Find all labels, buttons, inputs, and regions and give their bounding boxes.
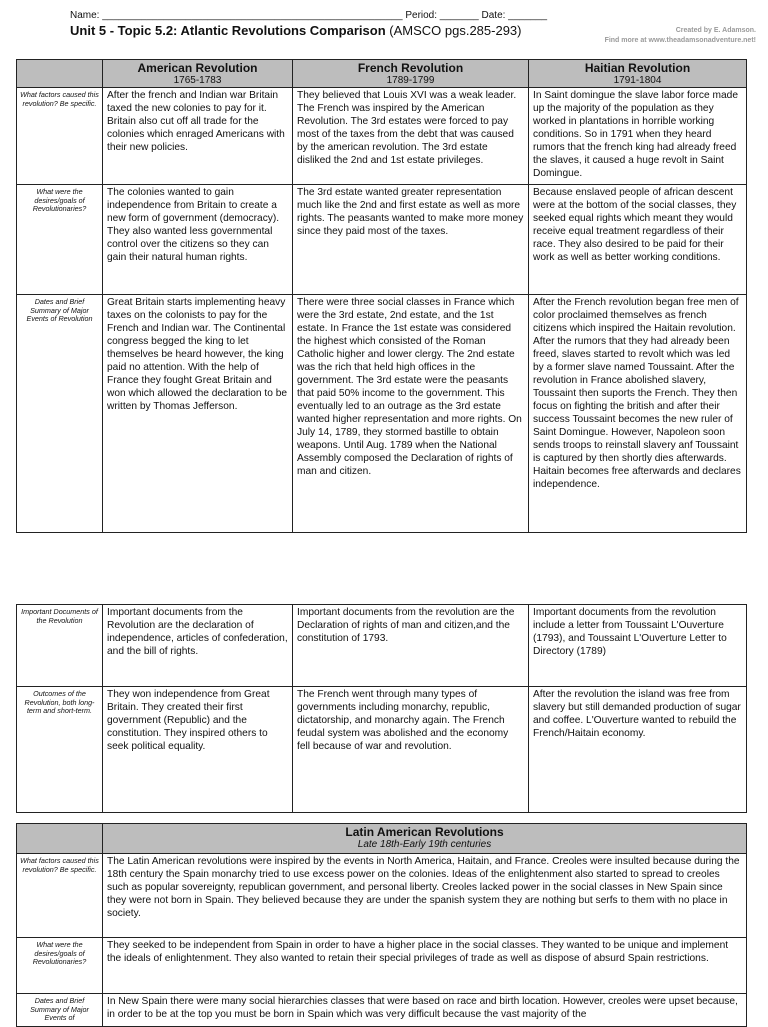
table-cell: In Saint domingue the slave labor force made up the majority of the population as they worked in plantations in horrible working conditions. So in 1791 when they heard rumors that the french king had already freed the slaves, it caused a huge revolt in Saint Domingue. xyxy=(529,88,747,185)
table-cell: They won independence from Great Britain. They created their first government (Republic) and the constitution. They inspired others to seek political equality. xyxy=(103,687,293,813)
credit-line-2: Find more at www.theadamsonadventure.net! xyxy=(604,37,756,44)
column-name: Latin American Revolutions xyxy=(345,825,504,839)
column-dates: 1791-1804 xyxy=(613,75,662,86)
reference-text: (AMSCO pgs.285-293) xyxy=(389,23,522,38)
row-label: Important Documents of the Revolution xyxy=(17,605,103,687)
table-cell: They seeked to be independent from Spain in order to have a higher place in the social classes. They wanted to be unique and implement the ideals of enlightenment. They also wanted to retain their special privileges of trade as well as dispose of absurd Spain restrictions. xyxy=(103,938,747,994)
row-label: What factors caused this revolution? Be specific. xyxy=(17,854,103,938)
column-dates: 1789-1799 xyxy=(386,75,435,86)
table-cell: They believed that Louis XVI was a weak leader. The French was inspired by the American Revolution. The 3rd estates were forced to pay most of the taxes from the debt that was caused by the american revolution. The 3rd estate disliked the 2nd and 1st estate privileges. xyxy=(293,88,529,185)
table-cell: Great Britain starts implementing heavy taxes on the colonists to pay for the French and Indian war. The Continental congress begged the king to let themselves be heard however, the king paid no attention. With the help of France they fought Great Britain and won which allowed the declaration to be written by Thomas Jefferson. xyxy=(103,295,293,533)
row-label-text: Dates and Brief Summary of Major Events of xyxy=(30,997,89,1022)
table-cell: There were three social classes in France which were the 3rd estate, 2nd estate, and the 1st estate. In France the 1st estate was considered the highest which consisted of the Roman Catholic higher and lower clergy. The 2nd estate was the rich that held high offices in the government. The 3rd estate were the peasants that paid 50% income to the government. This eventually led to an outrage as the 3rd estate wanted higher representation and more rights. On July 14, 1789, they stormed bastille to obtain weapons. Until Aug. 1789 when the National Assembly composed the Declaration of rights of man and citizen. xyxy=(293,295,529,533)
table-cell: After the french and Indian war Britain taxed the new colonies to pay for it. Britain also cut off all trade for the colonies which enraged Americans with their new policies. xyxy=(103,88,293,185)
credit-line-1: Created by E. Adamson. xyxy=(675,27,756,34)
table-cell: The Latin American revolutions were inspired by the events in North America, Haitain, and France. Creoles were insulted because during the 18th century the Spain monarchy tried to use excess power on the colonies. Ideas of the enlightenment also started to spread to creoles such as popular sovereignty, republican government, and personal liberty. Creoles lacked power in the social classes in New Spain since they were not born in Spain. They believed because they are under the spanish system they are nothing but serfs to them with no place in society. xyxy=(103,854,747,938)
table-cell: The colonies wanted to gain independence from Britain to create a new form of government (democracy). They also wanted less governmental control over the citizens so they can gain their natural human rights. xyxy=(103,185,293,295)
table-row xyxy=(17,687,747,813)
row-label: What were the desires/goals of Revolutionaries? xyxy=(17,185,103,295)
table-cell: Important documents from the revolution include a letter from Toussaint L'Ouverture (1793), and Toussaint L'Ouverture Letter to Directory (1789) xyxy=(529,605,747,687)
row-label: Outcomes of the Revolution, both long-term and short-term. xyxy=(17,687,103,813)
table-cell: Important documents from the Revolution are the declaration of independence, articles of confederation, and the bill of rights. xyxy=(103,605,293,687)
column-dates: Late 18th-Early 19th centuries xyxy=(357,839,492,850)
table-cell: After the French revolution began free men of color proclaimed themselves as french citizens which inspired the Haitain revolution. After the rumors that they had already been freed, slaves started to revolt which was led by a former slave named Toussaint. After the revolution in France abolished slavery, Toussaint then suports the French. They then focus on fighting the british and after their success Toussaint becomes the new ruler of Saint Domingue. However, Napoleon soon sends troops to reinstall slavery anf Toussaint is captured by then shortly dies afterwards. Haitain becomes free afterwards and declares independence. xyxy=(529,295,747,533)
header-american xyxy=(103,60,293,88)
table-cell: The French went through many types of governments including monarchy, republic, dictatorship, and monarchy again. The French feudal system was abolished and the economy fell because of war and revolution. xyxy=(293,687,529,813)
title-text: Unit 5 - Topic 5.2: Atlantic Revolutions Comparison xyxy=(70,23,386,38)
row-label: What were the desires/goals of Revolutionaries? xyxy=(17,938,103,994)
header-haitian xyxy=(529,60,747,88)
row-label: Dates and Brief Summary of Major Events of Revolution xyxy=(17,295,103,533)
table-row xyxy=(17,295,747,533)
latin-american-table xyxy=(16,823,747,1027)
column-name: Haitian Revolution xyxy=(584,61,691,75)
column-name: American Revolution xyxy=(137,61,258,75)
column-dates: 1765-1783 xyxy=(173,75,222,86)
table-cell: Important documents from the revolution are the Declaration of rights of man and citizen,and the constitution of 1793. xyxy=(293,605,529,687)
table-row xyxy=(17,185,747,295)
table-cell: Because enslaved people of african descent were at the bottom of the social classes, they seeked equal rights which meant they would receive equal treatment regardless of their race. They also desired to be paid for their work as well as better working conditions. xyxy=(529,185,747,295)
table-row xyxy=(17,938,747,994)
table-header-row xyxy=(17,60,747,88)
header-french xyxy=(293,60,529,88)
header-empty-cell xyxy=(17,60,103,88)
table-header-row xyxy=(17,824,747,854)
table-cell xyxy=(103,994,747,1027)
cell-text: In New Spain there were many social hierarchies classes that were based on race and birth location. However, creoles were upset because, in order to be at the top you must be born in Spain which was very difficult because the vast majority of the xyxy=(107,996,738,1020)
comparison-table-2 xyxy=(16,604,747,813)
table-cell: The 3rd estate wanted greater representation much like the 2nd and first estate as well as more rights. The peasants wanted to make more money since they paid most of the taxes. xyxy=(293,185,529,295)
row-label xyxy=(17,994,103,1027)
table-row xyxy=(17,854,747,938)
table-row xyxy=(17,605,747,687)
row-label: What factors caused this revolution? Be specific. xyxy=(17,88,103,185)
header-empty-cell xyxy=(17,824,103,854)
name-period-date-line: Name: ______________________________________________________ Period: _______ Date: _______ xyxy=(70,10,548,21)
table-cell: After the revolution the island was free from slavery but still demanded production of sugar and coffee. L'Ouverture wanted to rebuild the French/Haitain economy. xyxy=(529,687,747,813)
credits xyxy=(605,26,756,46)
table-row xyxy=(17,88,747,185)
header-latin-american xyxy=(103,824,747,854)
table-row xyxy=(17,994,747,1027)
comparison-table-1 xyxy=(16,59,747,533)
column-name: French Revolution xyxy=(357,61,464,75)
